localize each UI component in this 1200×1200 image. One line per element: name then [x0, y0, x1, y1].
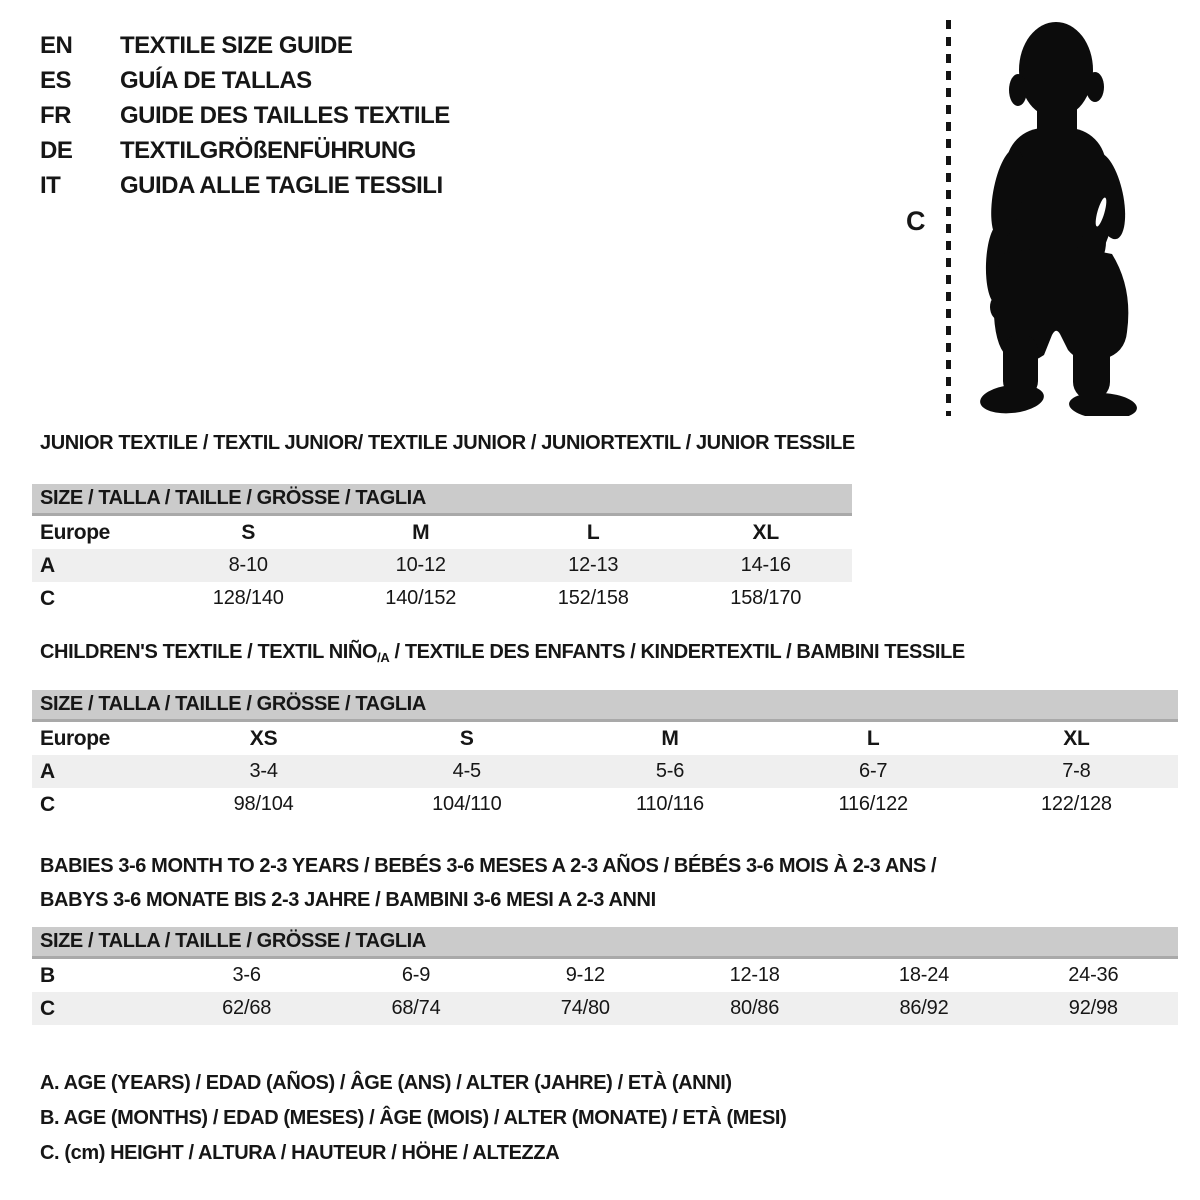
size-cell: S: [241, 520, 256, 544]
size-cell: M: [412, 520, 430, 544]
height-cell: 110/116: [636, 793, 704, 815]
height-cell: 80/86: [730, 997, 780, 1019]
children-size-table: [32, 690, 1178, 821]
children-size-table-header: SIZE / TALLA / TAILLE / GRÖSSE / TAGLIA: [32, 690, 1178, 722]
age-cell: 10-12: [395, 554, 446, 576]
children-title-subscript: /A: [377, 650, 390, 665]
age-cell: 12-18: [729, 964, 780, 986]
babies-height-row: [32, 992, 1178, 1025]
age-cell: 4-5: [452, 760, 481, 782]
guide-title-en: TEXTILE SIZE GUIDE: [120, 31, 353, 59]
legend-line-c: C. (cm) HEIGHT / ALTURA / HAUTEUR / HÖHE / ALTEZZA: [40, 1142, 560, 1164]
age-cell: 14-16: [740, 554, 791, 576]
height-cell: 98/104: [233, 793, 294, 815]
legend: [40, 1066, 786, 1171]
legend-line-a: A. AGE (YEARS) / EDAD (AÑOS) / ÂGE (ANS) / ALTER (JAHRE) / ETÀ (ANNI): [40, 1072, 732, 1094]
age-cell: 12-13: [568, 554, 619, 576]
age-cell: 3-6: [232, 964, 261, 986]
row-label-a: A: [40, 759, 55, 783]
size-cell: XL: [752, 520, 779, 544]
age-cell: 5-6: [655, 760, 685, 782]
language-code: ES: [40, 66, 72, 94]
junior-size-table-header: SIZE / TALLA / TAILLE / GRÖSSE / TAGLIA: [32, 484, 852, 516]
size-cell: L: [586, 520, 600, 544]
children-section-title: [40, 641, 965, 665]
height-cell: 86/92: [899, 997, 949, 1019]
height-cell: 62/68: [222, 997, 272, 1019]
guide-title-it: GUIDA ALLE TAGLIE TESSILI: [120, 171, 443, 199]
junior-europe-row: [32, 516, 852, 549]
legend-line-b: B. AGE (MONTHS) / EDAD (MESES) / ÂGE (MOIS) / ALTER (MONATE) / ETÀ (MESI): [40, 1107, 787, 1129]
babies-title-line2: BABYS 3-6 MONATE BIS 2-3 JAHRE / BAMBINI 3-6 MESI A 2-3 ANNI: [40, 889, 656, 911]
language-code: EN: [40, 31, 73, 59]
height-cell: 68/74: [391, 997, 441, 1019]
size-cell: XL: [1063, 726, 1090, 750]
height-measure-label: C: [906, 206, 925, 236]
height-cell: 122/128: [1040, 793, 1112, 815]
babies-section-title: [40, 849, 936, 917]
junior-height-row: [32, 582, 852, 615]
height-cell: 128/140: [212, 587, 284, 609]
children-title-pre: CHILDREN'S TEXTILE / TEXTIL NIÑO: [40, 641, 378, 663]
language-code: FR: [40, 101, 71, 129]
age-cell: 18-24: [898, 964, 950, 986]
language-row-it: [40, 168, 450, 203]
age-cell: 9-12: [565, 964, 605, 986]
language-row-en: [40, 28, 450, 63]
row-label-b: B: [40, 963, 55, 987]
height-cell: 104/110: [432, 793, 502, 815]
size-cell: L: [866, 726, 880, 750]
junior-size-table: [32, 484, 852, 615]
age-cell: 6-7: [859, 760, 888, 782]
babies-title-line1: BABIES 3-6 MONTH TO 2-3 YEARS / BEBÉS 3-6 MESES A 2-3 AÑOS / BÉBÉS 3-6 MOIS À 2-3 ANS /: [40, 855, 937, 877]
height-measure-dashed-line: [946, 20, 951, 416]
babies-size-table: [32, 927, 1178, 1025]
language-row-fr: [40, 98, 450, 133]
height-cell: 116/122: [838, 793, 908, 815]
language-row-es: [40, 63, 450, 98]
row-label-c: C: [40, 996, 55, 1020]
size-cell: S: [459, 726, 474, 750]
guide-title-de: TEXTILGRÖßENFÜHRUNG: [120, 136, 416, 164]
height-cell: 140/152: [385, 587, 457, 609]
age-cell: 7-8: [1062, 760, 1091, 782]
children-height-row: [32, 788, 1178, 821]
children-title-post: / TEXTILE DES ENFANTS / KINDERTEXTIL / BAMBINI TESSILE: [389, 641, 965, 663]
row-label-europe: Europe: [40, 726, 110, 750]
children-age-row: [32, 755, 1178, 788]
row-label-c: C: [40, 586, 55, 610]
age-cell: 6-9: [401, 964, 431, 986]
row-label-a: A: [40, 553, 55, 577]
language-code: DE: [40, 136, 73, 164]
height-cell: 158/170: [730, 587, 802, 609]
row-label-europe: Europe: [40, 520, 110, 544]
toddler-silhouette: [956, 16, 1151, 416]
size-cell: M: [661, 726, 679, 750]
junior-age-row: [32, 549, 852, 582]
guide-title-es: GUÍA DE TALLAS: [120, 66, 312, 94]
age-cell: 24-36: [1068, 964, 1119, 986]
babies-age-row: [32, 959, 1178, 992]
height-cell: 152/158: [557, 587, 629, 609]
children-europe-row: [32, 722, 1178, 755]
row-label-c: C: [40, 792, 55, 816]
junior-section-title: JUNIOR TEXTILE / TEXTIL JUNIOR/ TEXTILE JUNIOR / JUNIORTEXTIL / JUNIOR TESSILE: [40, 432, 855, 454]
language-row-de: [40, 133, 450, 168]
language-code: IT: [40, 171, 61, 199]
age-cell: 3-4: [249, 760, 278, 782]
size-cell: XS: [249, 726, 278, 750]
language-header: [40, 28, 450, 203]
age-cell: 8-10: [228, 554, 268, 576]
height-cell: 74/80: [560, 997, 610, 1019]
guide-title-fr: GUIDE DES TAILLES TEXTILE: [120, 101, 450, 129]
babies-size-table-header: SIZE / TALLA / TAILLE / GRÖSSE / TAGLIA: [32, 927, 1178, 959]
height-cell: 92/98: [1068, 997, 1118, 1019]
